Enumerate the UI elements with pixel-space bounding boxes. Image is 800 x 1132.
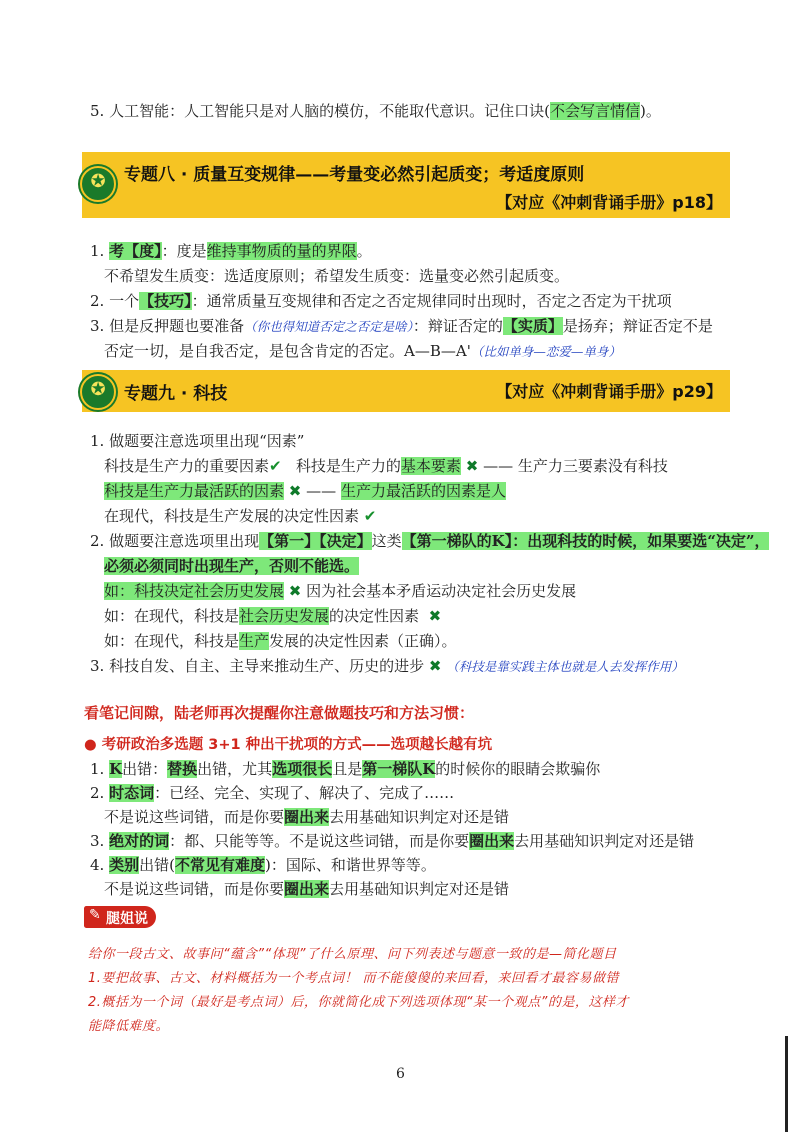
bullet-dot-icon: ● xyxy=(84,737,97,753)
topic8-item-3b: 否定一切，是自我否定，是包含肯定的否定。A—B—A'（比如单身—恋爱—单身） xyxy=(104,342,621,360)
topic9-line-3: 在现代，科技是生产发展的决定性因素 ✔ xyxy=(104,507,377,525)
topic8-item-1: 1. 考【度】：度是维持事物质的量的界限。 xyxy=(90,242,372,260)
topic8-item-2: 2. 一个【技巧】：通常质量互变规律和否定之否定规律同时出现时，否定之否定为干扰项 xyxy=(90,292,672,310)
speech-icon: ✎ xyxy=(89,907,101,923)
topic9-line-2: 科技是生产力最活跃的因素 ✖ —— 生产力最活跃的因素是人 xyxy=(104,482,506,500)
topic9-banner xyxy=(82,370,730,412)
tuijie-line-4: 能降低难度。 xyxy=(88,1019,170,1034)
cross-icon: ✖ xyxy=(428,657,442,675)
tuijie-line-1: 给你一段古文、故事问“蕴含”“体现”了什么原理、问下列表述与题意一致的是—简化题目 xyxy=(88,947,617,962)
top-item: 5. 人工智能：人工智能只是对人脑的模仿，不能取代意识。记住口诀(不会写言情信)。 xyxy=(90,102,661,120)
tip-4: 4. 类别出错(不常见有难度)：国际、和谐世界等等。 xyxy=(90,856,436,874)
tuijie-tag: ✎ 腿姐说 xyxy=(84,906,156,928)
cross-icon: ✖ xyxy=(465,457,479,475)
topic8-ref: 【对应《冲刺背诵手册》p18】 xyxy=(496,193,722,212)
star-badge-icon: ✪ xyxy=(80,166,116,202)
topic8-item-1b: 不希望发生质变：选适度原则；希望发生质变：选量变必然引起质变。 xyxy=(104,267,570,285)
page-edge-bar xyxy=(785,1036,788,1132)
topic9-item-2: 2. 做题要注意选项里出现【第一】【决定】这类【第一梯队的K】：出现科技的时候，如果要选“决定”， xyxy=(90,532,770,550)
topic9-line-4: 如：科技决定社会历史发展 ✖ 因为社会基本矛盾运动决定社会历史发展 xyxy=(104,582,577,600)
topic9-line-6: 如：在现代，科技是生产发展的决定性因素（正确）。 xyxy=(104,632,457,650)
cross-icon: ✖ xyxy=(288,482,302,500)
topic9-item-2b: 必须必须同时出现生产，否则不能选。 xyxy=(104,557,360,575)
topic9-item-1: 1. 做题要注意选项里出现“因素” xyxy=(90,432,305,450)
topic9-line-5: 如：在现代，科技是社会历史发展的决定性因素 ✖ xyxy=(104,607,442,625)
tuijie-line-2: 1.要把故事、古文、材料概括为一个考点词！ 而不能傻傻的来回看，来回看才最容易做错 xyxy=(88,971,620,986)
tuijie-line-3: 2.概括为一个词（最好是考点词）后，你就简化成下列选项体现“某一个观点”的是，这样才 xyxy=(88,995,629,1010)
topic8-banner xyxy=(82,152,730,218)
topic9-line-1: 科技是生产力的重要因素✔ 科技是生产力的基本要素 ✖ —— 生产力三要素没有科技 xyxy=(104,457,668,475)
topic8-item-3: 3. 但是反押题也要准备（你也得知道否定之否定是啥）：辩证否定的【实质】是扬弃；辩证否定不是 xyxy=(90,317,713,335)
tip-2: 2. 时态词：已经、完全、实现了、解决了、完成了…… xyxy=(90,784,455,802)
topic9-title: 专题九 · 科技 xyxy=(124,384,228,404)
star-badge-icon: ✪ xyxy=(80,374,116,410)
cross-icon: ✖ xyxy=(288,582,302,600)
cross-icon: ✖ xyxy=(428,607,442,625)
check-icon: ✔ xyxy=(363,507,377,525)
tip-4b: 不是说这些词错，而是你要圈出来去用基础知识判定对还是错 xyxy=(104,880,510,898)
tip-2b: 不是说这些词错，而是你要圈出来去用基础知识判定对还是错 xyxy=(104,808,510,826)
tip-1: 1. K出错：替换出错，尤其选项很长且是第一梯队K的时候你的眼睛会欺骗你 xyxy=(90,760,601,778)
tips-subheading: ● 考研政治多选题 3+1 种出干扰项的方式——选项越长越有坑 xyxy=(84,737,493,753)
topic9-ref: 【对应《冲刺背诵手册》p29】 xyxy=(496,382,722,401)
page-number: 6 xyxy=(396,1066,405,1082)
topic8-title: 专题八 · 质量互变规律——考量变必然引起质变；考适度原则 xyxy=(124,165,585,185)
tip-3: 3. 绝对的词：都、只能等等。不是说这些词错，而是你要圈出来去用基础知识判定对还是错 xyxy=(90,832,695,850)
check-icon: ✔ xyxy=(269,457,282,475)
topic9-item-3: 3. 科技自发、自主、主导来推动生产、历史的进步 ✖ （科技是靠实践主体也就是人去发挥作用） xyxy=(90,657,684,675)
tips-heading: 看笔记间隙，陆老师再次提醒你注意做题技巧和方法习惯： xyxy=(84,704,475,722)
